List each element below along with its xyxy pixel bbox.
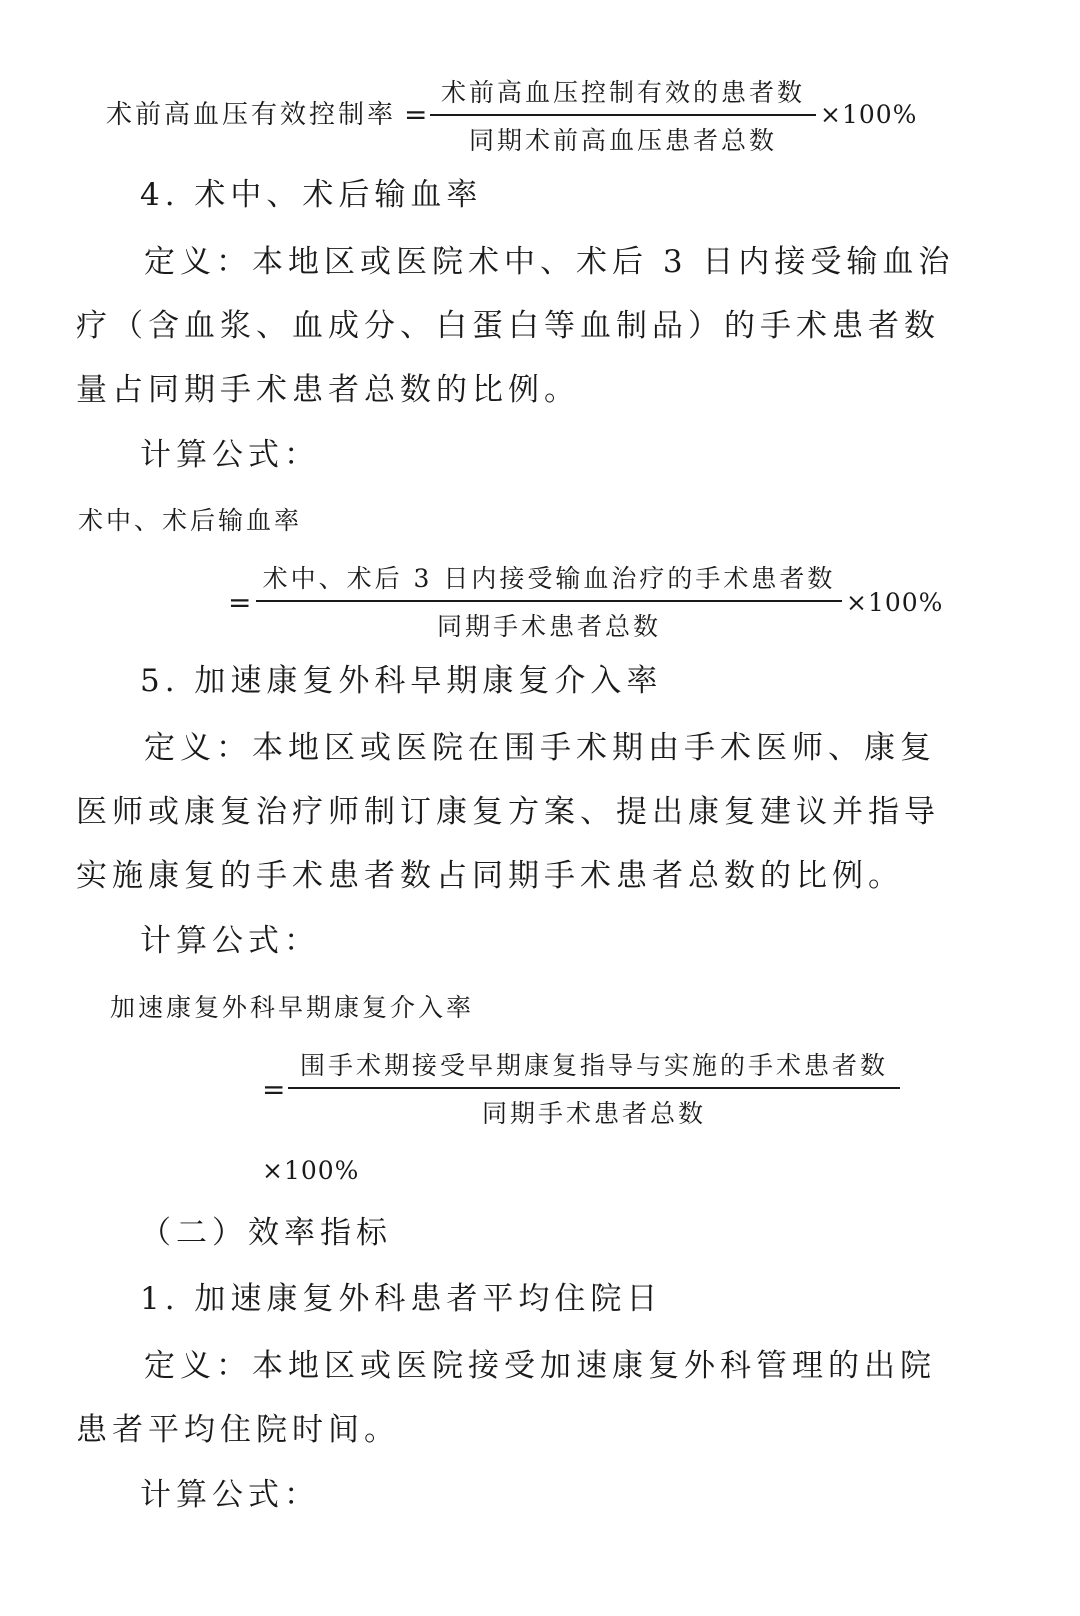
fraction-bar <box>288 1087 900 1089</box>
formula3-denominator: 同期手术患者总数 <box>481 1099 706 1128</box>
efficiency-item1-definition: 定义：本地区或医院接受加速康复外科管理的出院患者平均住院时间。 <box>76 1348 936 1448</box>
section4-definition: 定义：本地区或医院术中、术后 3 日内接受输血治疗（含血浆、血成分、白蛋白等血制品）的手术患者数量占同期手术患者总数的比例。 <box>76 244 955 408</box>
formula1-multiplier: ×100% <box>820 100 918 129</box>
formula2-numerator: 术中、术后 3 日内接受输血治疗的手术患者数 <box>262 564 836 593</box>
fraction-bar <box>256 600 842 602</box>
formula2-multiplier: ×100% <box>846 588 944 617</box>
formula2-equals: = <box>228 586 252 619</box>
section5-formula-label: 计算公式： <box>140 923 320 959</box>
efficiency-item1-formula-label: 计算公式： <box>140 1477 320 1513</box>
section4-heading: 4. 术中、术后输血率 <box>140 177 483 213</box>
efficiency-heading: （二）效率指标 <box>140 1215 392 1251</box>
formula3-fraction <box>288 1049 900 1129</box>
formula1-denominator: 同期术前高血压患者总数 <box>468 126 777 155</box>
formula1-lhs: 术前高血压有效控制率 <box>106 100 397 130</box>
efficiency-item1-heading: 1. 加速康复外科患者平均住院日 <box>140 1281 663 1317</box>
formula2-denominator: 同期手术患者总数 <box>436 612 661 641</box>
formula1-fraction <box>430 76 816 156</box>
section4-formula-label: 计算公式： <box>140 437 320 473</box>
formula1-numerator: 术前高血压控制有效的患者数 <box>440 78 805 107</box>
formula3-lhs: 加速康复外科早期康复介入率 <box>110 993 475 1022</box>
formula1-equals: = <box>404 98 428 131</box>
section5-heading: 5. 加速康复外科早期康复介入率 <box>140 663 663 699</box>
formula3-numerator: 围手术期接受早期康复指导与实施的手术患者数 <box>299 1051 888 1080</box>
formula3-multiplier: ×100% <box>262 1156 360 1185</box>
formula3-equals: = <box>262 1073 286 1106</box>
formula2-lhs: 术中、术后输血率 <box>78 506 303 535</box>
formula2-fraction <box>256 562 842 642</box>
section5-definition: 定义：本地区或医院在围手术期由手术医师、康复医师或康复治疗师制订康复方案、提出康复建议并指导实施康复的手术患者数占同期手术患者总数的比例。 <box>76 730 940 894</box>
fraction-bar <box>430 114 816 116</box>
